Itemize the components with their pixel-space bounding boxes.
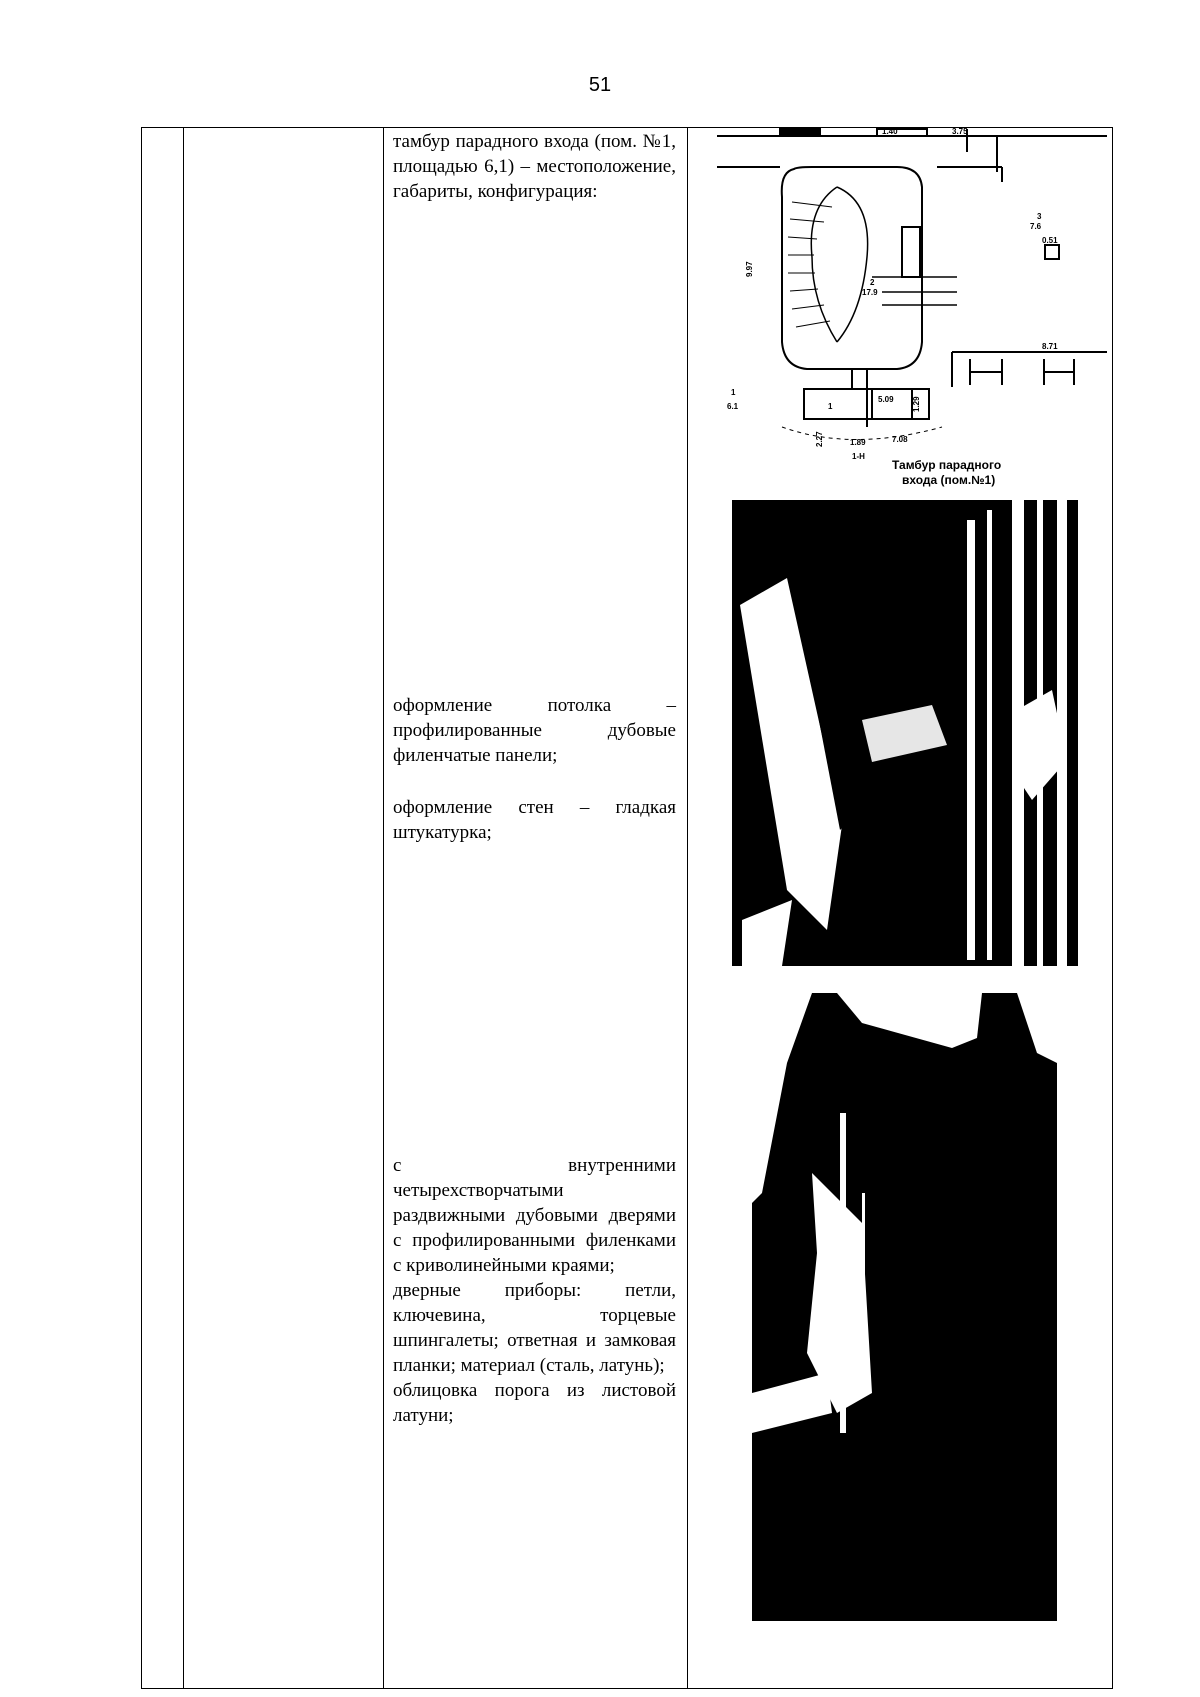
section-mark-num: 1 (731, 388, 736, 397)
dim-bottom-right: 7.08 (892, 435, 908, 444)
room-2-mark: 2 (870, 278, 875, 287)
dim-room-small: 0.51 (1042, 236, 1058, 245)
room-3-sub: 7.6 (1030, 222, 1042, 231)
axis-label: 1-Н (852, 452, 865, 461)
column-divider-1 (183, 127, 184, 1689)
dim-right: 8.71 (1042, 342, 1058, 351)
description-vestibule: тамбур парадного входа (пом. №1, площадью 6,1) – местоположение, габариты, конфигурация: (393, 131, 676, 202)
description-walls: оформление стен – гладкая штукатурка; (393, 797, 676, 843)
page-number: 51 (588, 74, 612, 96)
dim-bottom-mid: 1.89 (850, 438, 866, 447)
floor-plan (712, 127, 1112, 497)
dim-height: 9.97 (745, 261, 754, 277)
description-doors: с внутренними четырехстворчатыми раздвижными дубовыми дверями с профилированными филенками с криволинейными краями; дверные приборы: петли, ключевина, торцевые шпингалеты; ответная и замковая планки; материал (сталь, латунь); облицовка порога из листовой латуни; (393, 1155, 676, 1426)
dim-entry-side: 1.29 (912, 396, 921, 412)
dim-top-mid: 1.40 (882, 127, 898, 136)
photo-vestibule (732, 500, 1078, 966)
column-divider-2 (383, 127, 384, 1689)
plan-caption-line2: входа (пом.№1) (902, 473, 996, 487)
entry-number: 1 (828, 402, 833, 411)
column-divider-3 (687, 127, 688, 1689)
dim-entry-width: 5.09 (878, 395, 894, 404)
room-3-mark: 3 (1037, 212, 1042, 221)
dim-top-right: 3.75 (952, 127, 968, 136)
description-ceiling: оформление потолка – профилированные дубовые филенчатые панели; (393, 695, 676, 766)
photo-doors (752, 993, 1057, 1621)
section-mark-sub: 6.1 (727, 402, 739, 411)
dim-top-left: 5.% (784, 127, 798, 136)
plan-caption-line1: Тамбур парадного (892, 458, 1002, 472)
room-2-sub: 17.9 (862, 288, 878, 297)
dim-bottom-left: 2.27 (815, 431, 824, 447)
